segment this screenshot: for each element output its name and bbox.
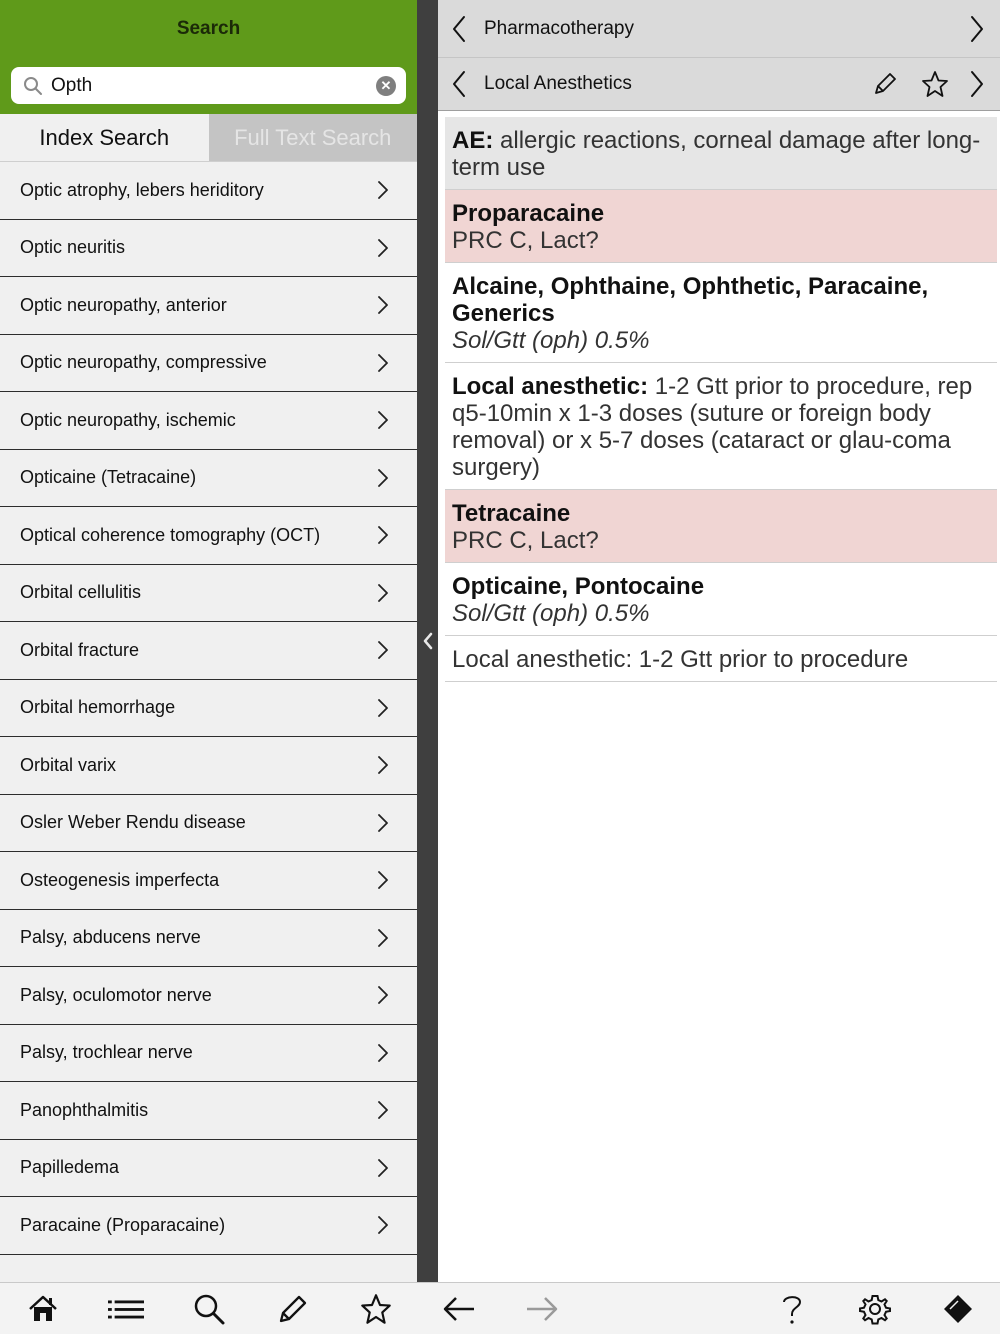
search-header-title: Search xyxy=(0,0,417,58)
collapse-chevron-icon[interactable] xyxy=(422,631,434,651)
chevron-right-icon xyxy=(377,985,389,1005)
list-item-label: Osteogenesis imperfecta xyxy=(20,869,220,890)
list-item[interactable] xyxy=(0,162,417,220)
forward-chevron-icon[interactable] xyxy=(962,69,992,99)
chevron-right-icon xyxy=(377,1215,389,1235)
list-icon[interactable] xyxy=(108,1291,144,1327)
list-item-label: Opticaine (Tetracaine) xyxy=(20,467,197,488)
list-item[interactable] xyxy=(0,1197,417,1255)
nav-bar-level2 xyxy=(438,58,1000,111)
forward-arrow-icon[interactable] xyxy=(524,1291,560,1327)
drug-content xyxy=(438,111,1000,682)
forward-chevron-icon[interactable] xyxy=(962,14,992,44)
list-item-label: Paracaine (Proparacaine) xyxy=(20,1214,226,1235)
drug-pregnancy-info: PRC C, Lact? xyxy=(452,527,599,554)
list-item[interactable] xyxy=(0,565,417,623)
drug-header-proparacaine xyxy=(445,190,997,263)
drug-header-tetracaine xyxy=(445,490,997,563)
list-item-label: Papilledema xyxy=(20,1157,120,1178)
list-item-label: Orbital varix xyxy=(20,754,117,775)
list-item[interactable] xyxy=(0,1140,417,1198)
list-item[interactable] xyxy=(0,910,417,968)
list-item-label: Palsy, abducens nerve xyxy=(20,927,201,948)
chevron-right-icon xyxy=(377,238,389,258)
list-item-label: Palsy, oculomotor nerve xyxy=(20,984,212,1005)
gear-icon[interactable] xyxy=(857,1291,893,1327)
drug-name: Proparacaine xyxy=(452,200,605,227)
list-item-label: Optic neuropathy, anterior xyxy=(20,294,227,315)
brand-names: Opticaine, Pontocaine xyxy=(452,573,705,600)
chevron-right-icon xyxy=(377,813,389,833)
chevron-right-icon xyxy=(377,928,389,948)
star-icon[interactable] xyxy=(920,69,950,99)
back-arrow-icon[interactable] xyxy=(441,1291,477,1327)
chevron-right-icon xyxy=(377,1100,389,1120)
dosage-form: Sol/Gtt (oph) 0.5% xyxy=(452,600,650,627)
list-item-label: Palsy, trochlear nerve xyxy=(20,1042,193,1063)
list-item-label: Orbital cellulitis xyxy=(20,582,142,603)
chevron-right-icon xyxy=(377,180,389,200)
list-item[interactable] xyxy=(0,392,417,450)
chevron-right-icon xyxy=(377,1043,389,1063)
ae-text: allergic reactions, corneal damage after long-term use xyxy=(452,127,981,181)
search-icon[interactable] xyxy=(191,1291,227,1327)
bottom-toolbar xyxy=(0,1282,1000,1334)
list-item[interactable] xyxy=(0,220,417,278)
clear-search-icon[interactable]: ✕ xyxy=(376,76,396,96)
content-pane xyxy=(438,0,1000,1282)
chevron-right-icon xyxy=(377,583,389,603)
dose-text: 1-2 Gtt prior to procedure, rep q5-10min x 1-3 doses (suture or foreign body removal) or x 5-7 doses (cataract or glau-coma surgery) xyxy=(452,373,973,481)
help-icon[interactable] xyxy=(774,1291,810,1327)
list-item[interactable] xyxy=(0,795,417,853)
drug-name: Tetracaine xyxy=(452,500,571,527)
chevron-right-icon xyxy=(377,525,389,545)
tab-full-text-search[interactable]: Full Text Search xyxy=(209,114,418,161)
nav-title-level2[interactable]: Local Anesthetics xyxy=(484,73,632,94)
brand-names-block xyxy=(445,263,997,363)
list-item[interactable] xyxy=(0,737,417,795)
list-item-label: Panophthalmitis xyxy=(20,1099,149,1120)
list-item-label: Optic atrophy, lebers heriditory xyxy=(20,179,264,200)
list-item-label: Osler Weber Rendu disease xyxy=(20,812,246,833)
tab-index-search[interactable]: Index Search xyxy=(0,114,209,161)
pencil-icon[interactable] xyxy=(275,1291,311,1327)
list-item[interactable] xyxy=(0,507,417,565)
list-item[interactable] xyxy=(0,1082,417,1140)
indication-label: Local anesthetic: xyxy=(452,373,649,400)
indication-dose-block xyxy=(445,636,997,682)
home-icon[interactable] xyxy=(25,1291,61,1327)
search-box[interactable] xyxy=(11,67,406,104)
pane-splitter[interactable] xyxy=(417,0,438,1282)
drug-pregnancy-info: PRC C, Lact? xyxy=(452,227,599,254)
chevron-right-icon xyxy=(377,468,389,488)
dose-text: Local anesthetic: 1-2 Gtt prior to procedure xyxy=(452,646,909,673)
chevron-right-icon xyxy=(377,295,389,315)
back-chevron-icon[interactable] xyxy=(444,14,474,44)
list-item[interactable] xyxy=(0,335,417,393)
list-item-label: Optical coherence tomography (OCT) xyxy=(20,524,321,545)
back-chevron-icon[interactable] xyxy=(444,69,474,99)
magnifier-icon xyxy=(23,76,43,96)
list-item[interactable] xyxy=(0,622,417,680)
search-tabs xyxy=(0,114,417,162)
list-item[interactable] xyxy=(0,852,417,910)
chevron-right-icon xyxy=(377,755,389,775)
list-item-label: Optic neuritis xyxy=(20,237,126,258)
chevron-right-icon xyxy=(377,698,389,718)
list-item-label: Orbital hemorrhage xyxy=(20,697,176,718)
list-item[interactable] xyxy=(0,277,417,335)
list-item-label: Optic neuropathy, ischemic xyxy=(20,409,236,430)
nav-bar-level1 xyxy=(438,0,1000,58)
adverse-effects-block xyxy=(445,117,997,190)
indication-dose-block xyxy=(445,363,997,490)
chevron-right-icon xyxy=(377,1158,389,1178)
tag-icon[interactable] xyxy=(940,1291,976,1327)
chevron-right-icon xyxy=(377,640,389,660)
result-list xyxy=(0,162,417,1255)
brand-names-block xyxy=(445,563,997,636)
search-bar xyxy=(0,58,417,114)
chevron-right-icon xyxy=(377,410,389,430)
list-item[interactable] xyxy=(0,1025,417,1083)
list-item[interactable] xyxy=(0,680,417,738)
search-input[interactable] xyxy=(51,75,376,97)
list-item[interactable] xyxy=(0,967,417,1025)
list-item-label: Orbital fracture xyxy=(20,639,140,660)
search-pane xyxy=(0,0,417,1282)
dosage-form: Sol/Gtt (oph) 0.5% xyxy=(452,327,650,354)
chevron-right-icon xyxy=(377,353,389,373)
list-item[interactable] xyxy=(0,450,417,508)
brand-names: Alcaine, Ophthaine, Ophthetic, Paracaine, Generics xyxy=(452,273,929,327)
chevron-right-icon xyxy=(377,870,389,890)
nav-title-level1[interactable]: Pharmacotherapy xyxy=(484,17,634,39)
pencil-icon[interactable] xyxy=(870,69,900,99)
ae-label: AE: xyxy=(452,127,494,154)
list-item-label: Optic neuropathy, compressive xyxy=(20,352,267,373)
star-icon[interactable] xyxy=(358,1291,394,1327)
